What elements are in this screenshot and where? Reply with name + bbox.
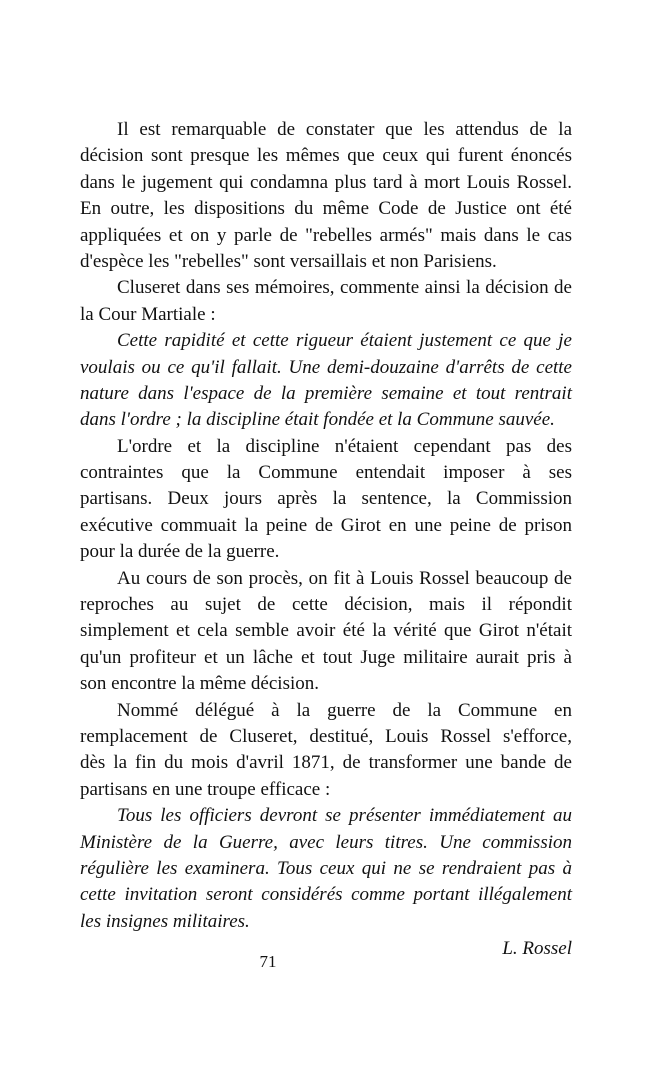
text-line: simplement et cela semble avoir été la vérité que Girot n'était [80,620,572,642]
text-line: L'ordre et la discipline n'étaient cependant pas des [117,435,572,457]
text-line: partisans en une troupe efficace : [80,778,331,800]
text-line: les insignes militaires. [80,910,250,932]
text-line: dès la fin du mois d'avril 1871, de transformer une bande de [80,752,572,774]
quote-paragraph [80,328,572,434]
paragraph [80,698,572,804]
text-line: cette invitation seront considérés comme portant illégalement [80,884,572,906]
text-line: Au cours de son procès, on fit à Louis Rossel beaucoup de [117,567,572,589]
paragraphs [80,117,572,935]
text-line: exécutive commuait la peine de Girot en une peine de prison [80,514,572,536]
signature: L. Rossel [502,938,572,960]
text-line: Tous les officiers devront se présenter immédiatement au [117,805,572,827]
text-line: décision sont presque les mêmes que ceux qui furent énoncés [80,145,572,167]
text-line: la Cour Martiale : [80,303,216,325]
text-line: pour la durée de la guerre. [80,541,280,563]
paragraph [80,434,572,566]
text-line: dans le jugement qui condamna plus tard à mort Louis Rossel. [80,171,572,193]
text-line: reproches au sujet de cette décision, mais il répondit [80,594,572,616]
text-line: partisans. Deux jours après la sentence, la Commission [80,488,572,510]
paragraph [80,117,572,275]
text-line: son encontre la même décision. [80,673,320,695]
text-line: Ministère de la Guerre, avec leurs titres. Une commission [80,831,572,853]
text-line: remplacement de Cluseret, destitué, Louis Rossel s'efforce, [80,725,572,747]
quote-paragraph [80,803,572,935]
paragraph [80,275,572,328]
text-line: appliquées et on y parle de "rebelles armés" mais dans le cas [80,224,572,246]
text-line: Cluseret dans ses mémoires, commente ainsi la décision de [117,277,572,299]
text-line: qu'un profiteur et un lâche et tout Juge militaire aurait pris à [80,646,572,668]
text-line: d'espèce les "rebelles" sont versaillais et non Parisiens. [80,250,497,272]
text-line: régulière les examinera. Tous ceux qui ne se rendraient pas à [80,857,572,879]
page-body [80,117,572,963]
text-line: Cette rapidité et cette rigueur étaient justement ce que je [117,330,572,352]
text-line: dans l'ordre ; la discipline était fondée et la Commune sauvée. [80,409,555,431]
text-line: Il est remarquable de constater que les attendus de la [117,119,572,140]
page-number: 71 [259,952,277,971]
text-line: En outre, les dispositions du même Code de Justice ont été [80,198,572,220]
text-line: contraintes que la Commune entendait imposer à ses [80,462,572,484]
text-line: nature dans l'espace de la première semaine et tout rentrait [80,382,572,404]
paragraph [80,566,572,698]
text-line: Nommé délégué à la guerre de la Commune en [117,699,572,721]
text-line: voulais ou ce qu'il fallait. Une demi-douzaine d'arrêts de cette [80,356,572,378]
